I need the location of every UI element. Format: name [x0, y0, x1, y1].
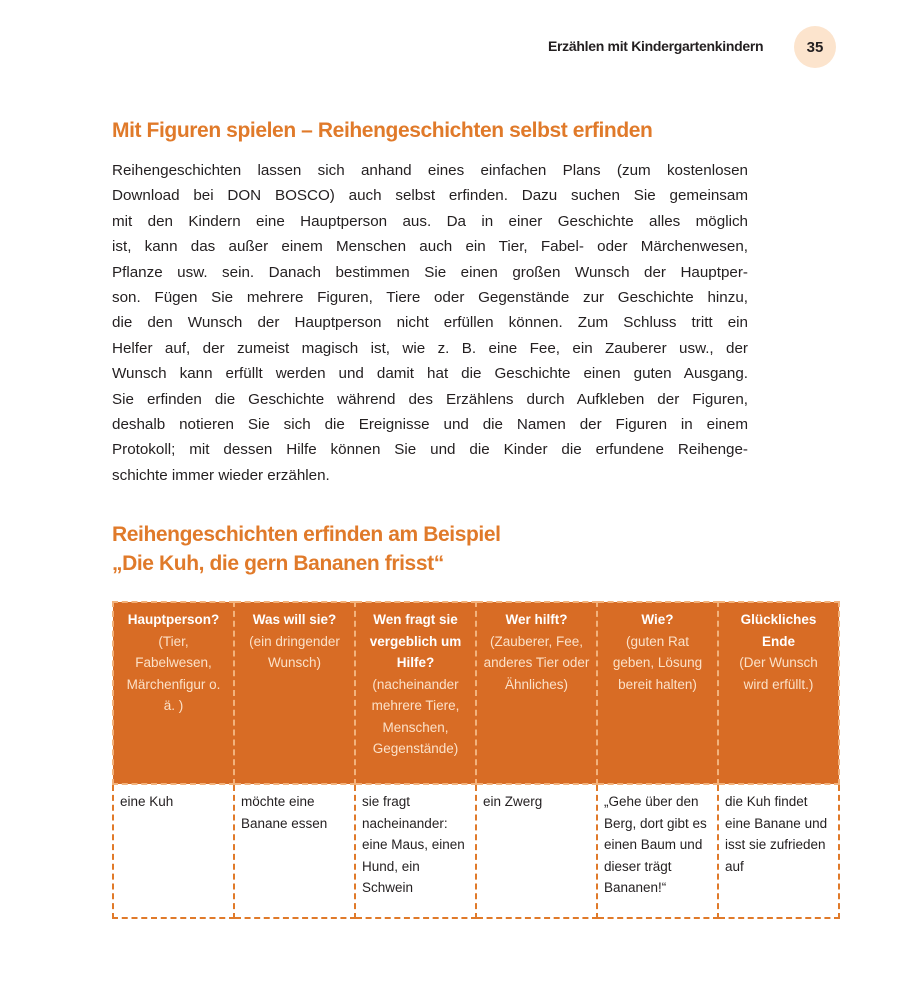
paragraph-line: ist, kann das außer einem Menschen auch ein Tier, Fabel- oder Märchenwesen, [112, 238, 748, 256]
section-title-line: Reihengeschichten erfinden am Beispiel [112, 523, 501, 546]
page-number: 35 [806, 38, 824, 56]
table-cell: die Kuh findet eine Banane und isst sie zufrieden auf [718, 784, 839, 918]
section-title-figuren: Mit Figuren spielen – Reihengeschichten selbst erfinden [112, 119, 653, 142]
column-header [597, 602, 718, 784]
column-header [355, 602, 476, 784]
table-cell: ein Zwerg [476, 784, 597, 918]
column-subtitle: (Der Wunsch wird erfüllt.) [739, 655, 818, 692]
column-subtitle: (ein dringender Wunsch) [249, 633, 340, 670]
table-cell: eine Kuh [113, 784, 234, 918]
column-subtitle: (Tier, Fabelwesen, Märchenfigur o. ä. ) [126, 633, 221, 713]
paragraph-line: mit den Kindern eine Hauptperson aus. Da in einer Geschichte alles möglich [112, 212, 748, 230]
column-title: Was will sie? [252, 612, 337, 627]
page-number-badge [794, 26, 836, 68]
paragraph-line: Reihengeschichten lassen sich anhand eines einfachen Plans (zum kostenlosen [112, 162, 748, 179]
paragraph-line: Wunsch kann erfüllt werden und damit hat die Geschichte einen guten Ausgang. [112, 365, 748, 383]
paragraph-line: Sie erfinden die Geschichte während des Erzählens durch Aufkleben der Figuren, [112, 390, 748, 408]
paragraph-line: schichte immer wieder erzählen. [112, 466, 330, 484]
paragraph-line: Protokoll; mit dessen Hilfe können Sie und die Kinder die erfundene Reihenge- [112, 441, 748, 459]
story-plan-table [112, 601, 840, 919]
table-cell: „Gehe über den Berg, dort gibt es einen Baum und dieser trägt Bananen!“ [597, 784, 718, 918]
table-cell: möchte eine Banane essen [234, 784, 355, 918]
section-title-beispiel [112, 520, 501, 578]
section-title-line: „Die Kuh, die gern Bananen frisst“ [112, 552, 444, 575]
paragraph-line: die den Wunsch der Hauptperson nicht erfüllen können. Zum Schluss tritt ein [112, 314, 748, 332]
column-header [718, 602, 839, 784]
column-header [234, 602, 355, 784]
paragraph-line: deshalb notieren Sie sich die Ereignisse und die Namen der Figuren in einem [112, 416, 748, 434]
column-subtitle: (guten Rat geben, Lösung bereit halten) [612, 633, 703, 692]
column-title: Wie? [641, 612, 674, 627]
column-subtitle: (nacheinander mehrere Tiere, Menschen, Gegenstände) [371, 676, 460, 756]
table-cell: sie fragt nacheinander: eine Maus, einen Hund, ein Schwein [355, 784, 476, 918]
column-header [113, 602, 234, 784]
paragraph-line: Download bei DON BOSCO) auch selbst erfinden. Dazu suchen Sie gemeinsam [112, 187, 748, 205]
paragraph-line: Pflanze usw. sein. Danach bestimmen Sie einen großen Wunsch der Hauptper- [112, 263, 748, 281]
body-paragraph [112, 158, 748, 488]
running-title: Erzählen mit Kindergartenkindern [548, 38, 764, 54]
paragraph-line: son. Fügen Sie mehrere Figuren, Tiere oder Gegenstände zur Geschichte hinzu, [112, 289, 748, 307]
paragraph-line: Helfer auf, der zumeist magisch ist, wie z. B. eine Fee, ein Zauberer usw., der [112, 339, 748, 357]
table-header-row [113, 602, 839, 784]
column-subtitle: (Zauberer, Fee, anderes Tier oder Ähnliches) [483, 633, 590, 692]
column-title: Wer hilft? [505, 612, 568, 627]
column-title: Glückliches Ende [740, 612, 817, 649]
column-title: Wen fragt sie vergeblich um Hilfe? [369, 612, 462, 670]
column-header [476, 602, 597, 784]
table-row [113, 784, 839, 918]
column-title: Hauptperson? [127, 612, 220, 627]
